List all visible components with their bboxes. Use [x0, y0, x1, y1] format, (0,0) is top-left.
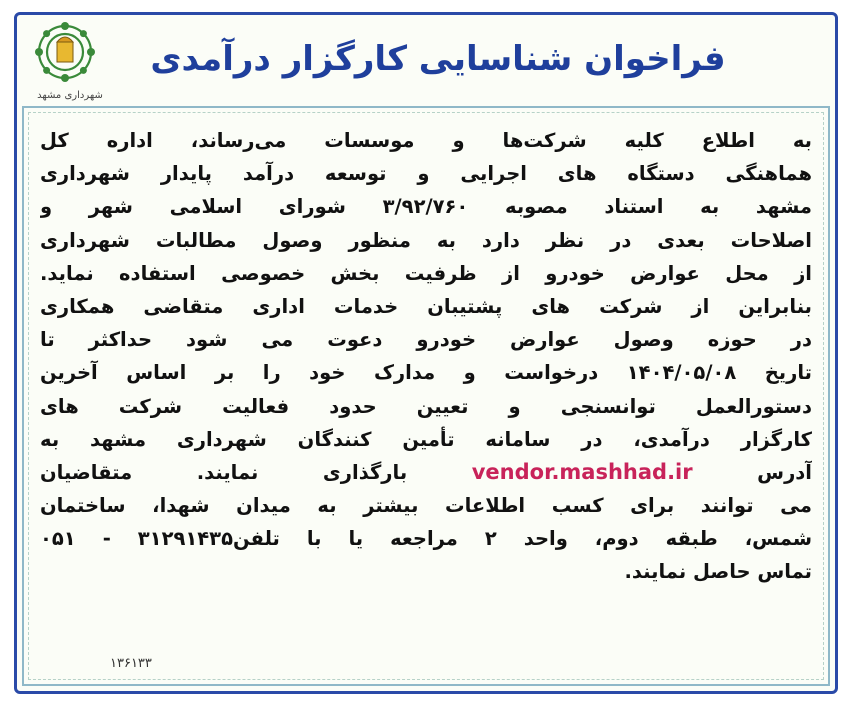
- logo-emblem-icon: [30, 20, 100, 92]
- notice-title: فراخوان شناسایی کارگزار درآمدی: [150, 39, 726, 79]
- body-line: بنابراین از شرکت های پشتیبان خدمات اداری متقاضی همکاری: [40, 294, 812, 318]
- body-line: به اطلاع کلیه شرکت‌ها و موسسات می‌رساند، اداره کل: [40, 129, 812, 152]
- body-line: اصلاحات بعدی در نظر دارد به منظور وصول مطالبات شهرداری: [40, 228, 812, 252]
- mashhad-municipality-logo: [30, 20, 103, 104]
- body-line: هماهنگی دستگاه های اجرایی و توسعه درآمد پایدار شهرداری: [40, 162, 812, 186]
- body-line-last: تماس حاصل نمایند.: [624, 560, 812, 584]
- reference-code: ۱۳۶۱۳۳: [110, 656, 152, 671]
- notice-header: [24, 20, 828, 104]
- body-line: مشهد به استناد مصوبه ۳/۹۲/۷۶۰ شورای اسلامی شهر و: [40, 195, 812, 219]
- body-line: دستورالعمل توانسنجی و تعیین حدود فعالیت شرکت های: [40, 394, 812, 418]
- logo-caption: شهرداری مشهد: [37, 90, 103, 101]
- vendor-url-link[interactable]: vendor.mashhad.ir: [471, 459, 693, 484]
- url-prefix: آدرس: [757, 460, 812, 484]
- body-line: از محل عوارض خودرو از ظرفیت بخش خصوصی استفاده نماید.: [40, 261, 812, 285]
- body-line: تاریخ ۱۴۰۴/۰۵/۰۸ درخواست و مدارک خود را بر اساس آخرین: [40, 361, 812, 385]
- notice-body: [40, 124, 812, 680]
- body-line: کارگزار درآمدی، در سامانه تأمین کنندگان شهرداری مشهد به: [40, 427, 812, 451]
- body-line: در حوزه وصول عوارض خودرو دعوت می شود حداکثر تا: [40, 328, 812, 352]
- body-line: شمس، طبقه دوم، واحد ۲ مراجعه یا با تلفن۳۱۲۹۱۴۳۵ - ۰۵۱: [40, 527, 812, 551]
- body-line: می توانند برای کسب اطلاعات بیشتر به میدان شهدا، ساختمان: [40, 494, 812, 518]
- url-suffix: بارگذاری نمایند. متقاضیان: [40, 460, 408, 484]
- body-line-url: [40, 456, 812, 489]
